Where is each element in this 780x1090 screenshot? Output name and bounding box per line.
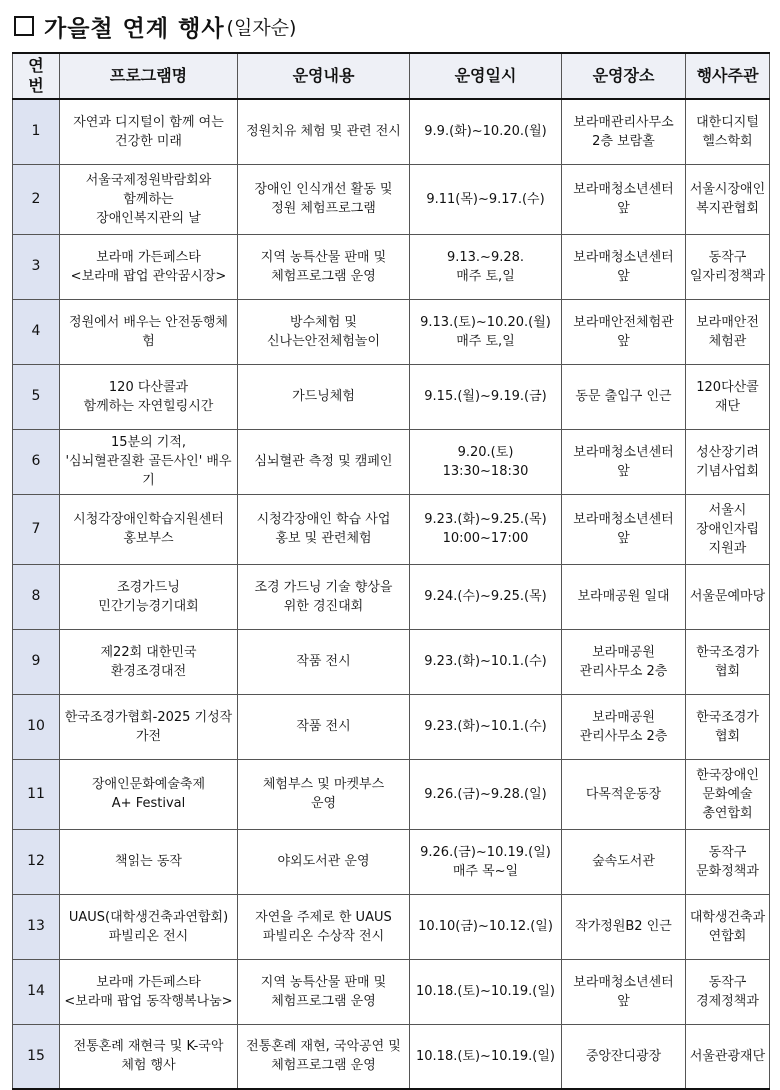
cell-host-line: 문화정책과 [696,863,759,879]
title-sub: (일자순) [226,16,297,39]
cell-date-line: 9.20.(토) [457,444,514,460]
cell-program [60,299,238,364]
cell-content-line: 가드닝체험 [292,389,355,404]
cell-host-line: 서울시장애인 [689,182,766,197]
cell-no: 5 [13,364,60,429]
events-table [12,52,770,1090]
cell-content-line: 체험부스 및 마켓부스 [262,777,385,792]
cell-date [410,234,562,299]
cell-host [686,494,770,564]
cell-date-line: 10.18.(토)~10.19.(일) [416,1048,555,1064]
cell-host-line: 대학생건축과 [689,909,766,925]
cell-content [238,564,410,629]
cell-place [562,429,686,494]
cell-program-line: 함께하는 [123,191,174,207]
cell-program-line: 보라매 가든페스타 [96,249,201,265]
cell-date [410,564,562,629]
cell-program-line: 장애인문화예술축제 [91,777,206,792]
cell-content [238,164,410,234]
table-row [13,99,770,164]
table-row [13,429,770,494]
cell-no: 15 [13,1024,60,1089]
cell-place [562,894,686,959]
cell-program-line: 정원에서 배우는 안전동행체험 [69,314,228,349]
table-row [13,959,770,1024]
cell-program-line: 15분의 기적, [110,435,187,450]
cell-program [60,959,238,1024]
cell-host-line: 서울시 [708,502,747,518]
cell-date [410,1024,562,1089]
cell-place-line: 보라매공원 [592,709,655,725]
cell-date [410,829,562,894]
cell-place-line: 보라매안전체험관 앞 [573,314,674,349]
cell-host [686,164,770,234]
cell-host-line: 한국장애인 [696,767,759,783]
cell-date-line: 10.18.(토)~10.19.(일) [416,984,555,999]
cell-program [60,564,238,629]
cell-content-line: 정원치유 체험 및 관련 전시 [246,124,401,140]
cell-host-line: 체험관 [708,333,747,349]
page-title [14,8,296,44]
cell-no: 11 [13,759,60,829]
cell-host [686,234,770,299]
cell-no: 14 [13,959,60,1024]
cell-content-line: 장애인 인식개선 활동 및 [254,182,393,197]
cell-content-line: 신나는안전체험놀이 [266,333,381,349]
cell-place-line: 관리사무소 2층 [579,663,668,679]
cell-date-line: 9.23.(화)~10.1.(수) [424,654,547,669]
cell-host [686,894,770,959]
cell-no: 3 [13,234,60,299]
cell-program [60,894,238,959]
cell-content-line: 방수체험 및 [290,314,357,330]
cell-place-line: 2층 보람홀 [592,133,655,149]
cell-program [60,234,238,299]
cell-no: 7 [13,494,60,564]
cell-place-line: 보라매청소년센터 앞 [573,249,674,284]
table-row [13,829,770,894]
cell-place [562,759,686,829]
cell-place-line: 보라매청소년센터 앞 [573,444,674,479]
cell-date-line: 매주 토,일 [456,268,515,284]
cell-program [60,364,238,429]
header-program: 프로그램명 [60,53,238,99]
cell-content-line: 작품 전시 [296,654,351,669]
cell-content [238,494,410,564]
cell-content [238,364,410,429]
cell-host-line: 재단 [714,398,741,414]
cell-program [60,694,238,759]
cell-date [410,759,562,829]
cell-date-line: 9.13.(토)~10.20.(월) [420,314,551,330]
cell-program-line: '심뇌혈관질환 골든사인' 배우기 [65,454,232,488]
cell-host [686,99,770,164]
cell-place-line: 다목적운동장 [585,786,662,802]
cell-program [60,164,238,234]
cell-program [60,759,238,829]
cell-date [410,299,562,364]
cell-no: 12 [13,829,60,894]
cell-host [686,564,770,629]
cell-host [686,959,770,1024]
cell-program-line: UAUS(대학생건축과연합회) [68,909,229,925]
cell-host-line: 지원과 [708,540,747,556]
cell-host-line: 협회 [714,728,741,744]
cell-host [686,629,770,694]
header-host: 행사주관 [686,53,770,99]
cell-content-line: 지역 농특산물 판매 및 [260,974,387,990]
cell-date [410,364,562,429]
table-row [13,234,770,299]
cell-no: 10 [13,694,60,759]
cell-no: 9 [13,629,60,694]
cell-program-line: 민간기능경기대회 [98,598,199,614]
cell-host-line: 대한디지털 [696,114,759,130]
cell-content-line: 체험프로그램 운영 [271,993,376,1009]
cell-program [60,429,238,494]
cell-no: 1 [13,99,60,164]
cell-program-line: 체험 행사 [121,1058,176,1074]
cell-content [238,694,410,759]
cell-program [60,99,238,164]
cell-place [562,564,686,629]
cell-host [686,759,770,829]
cell-content-line: 정원 체험프로그램 [271,201,376,216]
cell-host-line: 서울문예마당 [689,589,766,604]
table-row [13,164,770,234]
cell-host [686,299,770,364]
cell-host [686,364,770,429]
table-row [13,894,770,959]
cell-host-line: 동작구 [708,844,747,860]
cell-host-line: 120다산콜 [696,379,759,395]
cell-place [562,829,686,894]
header-date: 운영일시 [410,53,562,99]
cell-program-line: 책읽는 동작 [115,854,182,869]
table-row [13,629,770,694]
cell-date-line: 9.13.~9.28. [446,249,525,265]
cell-host-line: 복지관협회 [696,201,759,216]
cell-host-line: 장애인자립 [696,521,759,537]
cell-content-line: 야외도서관 운영 [277,854,370,869]
cell-host-line: 헬스학회 [702,133,753,149]
cell-program-line: 한국조경가협회-2025 기성작가전 [64,709,233,744]
cell-content-line: 홍보 및 관련체험 [275,531,372,546]
cell-place-line: 숲속도서관 [592,854,655,869]
cell-place [562,299,686,364]
cell-place-line: 동문 출입구 인근 [575,389,672,404]
cell-content [238,299,410,364]
header-no [13,53,60,99]
cell-program-line: A+ Festival [111,796,186,811]
cell-host-line: 문화예술 [702,786,753,802]
cell-date-line: 매주 토,일 [456,333,515,349]
cell-host-line: 동작구 [708,974,747,990]
cell-program-line: 환경조경대전 [110,663,187,679]
cell-program-line: 함께하는 자연힐링시간 [83,398,214,414]
cell-host-line: 연합회 [708,928,747,944]
cell-host-line: 총연합회 [702,805,753,821]
header-no-top: 연 [28,56,44,75]
cell-host [686,1024,770,1089]
cell-host-line: 일자리정책과 [689,268,766,284]
cell-program-line: 제22회 대한민국 [100,644,197,660]
cell-host-line: 협회 [714,663,741,679]
table-row [13,759,770,829]
cell-program-line: 시청각장애인학습지원센터 [73,512,224,527]
cell-content-line: 전통혼례 재현, 국악공연 및 [246,1039,401,1055]
cell-date [410,494,562,564]
cell-place [562,164,686,234]
cell-date-line: 9.23.(화)~9.25.(목) [424,512,547,527]
cell-host-line: 경제정책과 [696,993,759,1009]
cell-place [562,1024,686,1089]
cell-no: 6 [13,429,60,494]
cell-content-line: 파빌리온 수상작 전시 [262,928,385,944]
cell-no: 13 [13,894,60,959]
cell-place [562,629,686,694]
table-row [13,1024,770,1089]
header-content: 운영내용 [238,53,410,99]
cell-host [686,694,770,759]
cell-content [238,99,410,164]
cell-place-line: 작가정원B2 인근 [575,919,672,934]
table-body [13,99,770,1089]
cell-place-line: 보라매청소년센터 앞 [573,512,674,546]
cell-content-line: 체험프로그램 운영 [271,268,376,284]
cell-host-line: 성산장기려 [696,444,759,460]
cell-date [410,694,562,759]
cell-content-line: 작품 전시 [296,719,351,734]
cell-place-line: 보라매공원 일대 [577,589,670,604]
cell-content-line: 심뇌혈관 측정 및 캠페인 [254,454,393,469]
cell-date-line: 9.11(목)~9.17.(수) [426,191,545,207]
table-row [13,694,770,759]
cell-date [410,629,562,694]
cell-host [686,829,770,894]
checkbox-square-icon [14,16,34,36]
cell-date-line: 13:30~18:30 [442,463,529,479]
cell-program-line: 홍보부스 [123,531,174,546]
cell-program-line: <보라매 팝업 관악꿈시장> [70,268,227,284]
cell-place-line: 보라매관리사무소 [573,114,674,130]
cell-date-line: 9.26.(금)~10.19.(일) [420,844,551,860]
cell-program-line: <보라매 팝업 동작행복나눔> [64,993,233,1009]
cell-date-line: 9.26.(금)~9.28.(일) [424,786,547,802]
cell-no: 4 [13,299,60,364]
cell-date [410,99,562,164]
cell-date-line: 매주 목~일 [452,863,519,879]
cell-date-line: 9.23.(화)~10.1.(수) [424,719,547,734]
cell-host-line: 한국조경가 [696,644,759,660]
cell-content [238,234,410,299]
cell-date [410,894,562,959]
cell-host-line: 한국조경가 [696,709,759,725]
cell-content [238,959,410,1024]
cell-program-line: 120 다산콜과 [108,379,189,395]
cell-program-line: 파빌리온 전시 [108,928,189,944]
cell-program-line: 보라매 가든페스타 [96,974,201,990]
cell-date-line: 9.15.(월)~9.19.(금) [424,389,547,404]
cell-content [238,894,410,959]
cell-program [60,629,238,694]
header-no-bottom: 번 [28,76,44,95]
cell-date-line: 9.24.(수)~9.25.(목) [424,589,547,604]
cell-content [238,759,410,829]
cell-place [562,494,686,564]
cell-content [238,629,410,694]
cell-content-line: 위한 경진대회 [283,598,364,614]
cell-content-line: 지역 농특산물 판매 및 [260,249,387,265]
cell-program [60,494,238,564]
cell-date-line: 10:00~17:00 [442,531,529,546]
cell-program-line: 서울국제정원박람회와 [85,172,212,188]
cell-place [562,99,686,164]
cell-place-line: 앞 [617,993,630,1009]
cell-place [562,234,686,299]
cell-no: 8 [13,564,60,629]
table-header-row [13,53,770,99]
cell-content [238,829,410,894]
cell-content [238,1024,410,1089]
cell-program-line: 장애인복지관의 날 [96,210,201,226]
cell-program [60,1024,238,1089]
cell-date-line: 9.9.(화)~10.20.(월) [424,124,547,140]
table-row [13,564,770,629]
table-row [13,299,770,364]
cell-place [562,694,686,759]
title-main: 가을철 연계 행사 [44,15,225,42]
cell-content [238,429,410,494]
cell-place-line: 보라매공원 [592,644,655,660]
table-row [13,364,770,429]
cell-no: 2 [13,164,60,234]
cell-program-line: 조경가드닝 [117,579,180,595]
cell-date [410,959,562,1024]
cell-program-line: 건강한 미래 [115,133,182,149]
cell-content-line: 자연을 주제로 한 UAUS [255,909,392,925]
cell-host-line: 보라매안전 [696,314,759,330]
cell-host-line: 서울관광재단 [689,1048,766,1064]
cell-place [562,959,686,1024]
cell-date [410,429,562,494]
cell-content-line: 운영 [310,796,337,811]
cell-place [562,364,686,429]
cell-date-line: 10.10(금)~10.12.(일) [418,919,553,934]
cell-content-line: 조경 가드닝 기술 향상을 [254,579,393,595]
header-place: 운영장소 [562,53,686,99]
cell-date [410,164,562,234]
cell-host-line: 동작구 [708,249,747,265]
cell-place-line: 보라매청소년센터 [573,974,674,990]
cell-program-line: 자연과 디지털이 함께 여는 [73,114,224,130]
cell-host [686,429,770,494]
cell-place-line: 보라매청소년센터 앞 [573,182,674,216]
cell-content-line: 체험프로그램 운영 [271,1058,376,1074]
table-row [13,494,770,564]
cell-host-line: 기념사업회 [696,463,759,479]
cell-place-line: 관리사무소 2층 [579,728,668,744]
cell-program-line: 전통혼례 재현극 및 K-국악 [73,1039,224,1055]
cell-place-line: 중앙잔디광장 [585,1048,662,1064]
cell-content-line: 시청각장애인 학습 사업 [256,512,391,527]
cell-program [60,829,238,894]
